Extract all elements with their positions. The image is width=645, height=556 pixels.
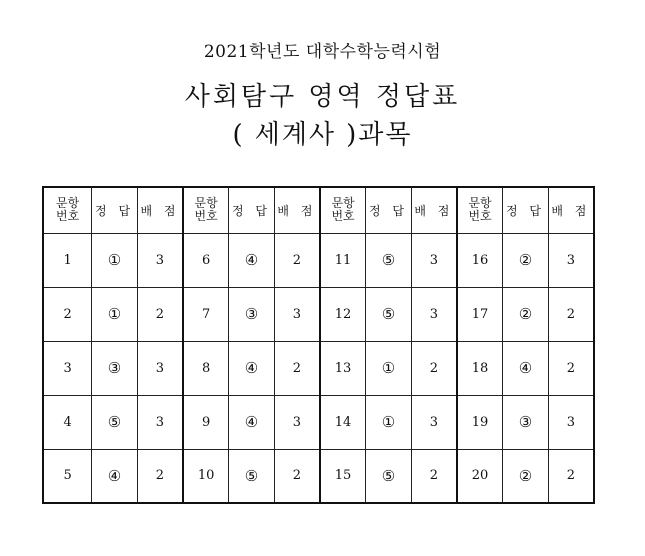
question-number: 20 <box>457 449 503 503</box>
answer-value: ⑤ <box>229 449 275 503</box>
question-number: 15 <box>320 449 366 503</box>
points-value: 2 <box>548 449 594 503</box>
answer-value: ③ <box>92 341 138 395</box>
answer-value: ④ <box>92 449 138 503</box>
question-number: 19 <box>457 395 503 449</box>
points-value: 3 <box>411 233 457 287</box>
points-value: 2 <box>411 449 457 503</box>
subject-open-paren: ( <box>232 120 245 150</box>
number-header: 문항 번호 <box>183 187 229 233</box>
question-number: 16 <box>457 233 503 287</box>
answer-value: ④ <box>229 233 275 287</box>
question-number: 6 <box>183 233 229 287</box>
points-header: 배 점 <box>137 187 183 233</box>
points-header: 배 점 <box>411 187 457 233</box>
question-number: 2 <box>43 287 92 341</box>
answer-header: 정 답 <box>503 187 549 233</box>
points-value: 3 <box>411 395 457 449</box>
answer-value: ① <box>366 341 412 395</box>
points-value: 2 <box>137 449 183 503</box>
points-value: 3 <box>137 395 183 449</box>
points-value: 3 <box>548 233 594 287</box>
answer-value: ⑤ <box>92 395 138 449</box>
subject-name: 세계사 <box>254 120 337 150</box>
table-row <box>43 233 594 287</box>
points-header: 배 점 <box>274 187 320 233</box>
question-number: 18 <box>457 341 503 395</box>
question-number: 3 <box>43 341 92 395</box>
points-value: 3 <box>411 287 457 341</box>
answer-value: ⑤ <box>366 233 412 287</box>
points-value: 3 <box>274 287 320 341</box>
table-row <box>43 395 594 449</box>
question-number: 4 <box>43 395 92 449</box>
answer-value: ③ <box>229 287 275 341</box>
question-number: 10 <box>183 449 229 503</box>
table-row <box>43 341 594 395</box>
points-value: 2 <box>274 449 320 503</box>
points-value: 3 <box>137 233 183 287</box>
points-header: 배 점 <box>548 187 594 233</box>
answer-header: 정 답 <box>229 187 275 233</box>
points-value: 3 <box>274 395 320 449</box>
table-row <box>43 287 594 341</box>
answer-value: ② <box>503 449 549 503</box>
table-row <box>43 449 594 503</box>
points-value: 2 <box>411 341 457 395</box>
question-number: 11 <box>320 233 366 287</box>
answer-value: ⑤ <box>366 449 412 503</box>
answer-header: 정 답 <box>366 187 412 233</box>
points-value: 2 <box>137 287 183 341</box>
answer-value: ① <box>92 287 138 341</box>
answer-value: ④ <box>503 341 549 395</box>
question-number: 7 <box>183 287 229 341</box>
answer-table <box>42 186 595 504</box>
question-number: 1 <box>43 233 92 287</box>
answer-value: ④ <box>229 341 275 395</box>
question-number: 14 <box>320 395 366 449</box>
points-value: 2 <box>548 287 594 341</box>
points-value: 3 <box>137 341 183 395</box>
exam-title: 2021학년도 대학수학능력시험 <box>203 42 442 62</box>
question-number: 8 <box>183 341 229 395</box>
points-value: 2 <box>274 233 320 287</box>
points-value: 2 <box>548 341 594 395</box>
answer-value: ③ <box>503 395 549 449</box>
answer-value: ⑤ <box>366 287 412 341</box>
answer-table-body <box>43 233 594 503</box>
subject-title <box>0 114 645 151</box>
answer-value: ② <box>503 287 549 341</box>
question-number: 17 <box>457 287 503 341</box>
answer-value: ② <box>503 233 549 287</box>
number-header: 문항 번호 <box>320 187 366 233</box>
number-header: 문항 번호 <box>43 187 92 233</box>
answer-header: 정 답 <box>92 187 138 233</box>
number-header: 문항 번호 <box>457 187 503 233</box>
question-number: 13 <box>320 341 366 395</box>
section-title: 사회탐구 영역 정답표 <box>184 82 461 112</box>
question-number: 12 <box>320 287 366 341</box>
header-row <box>43 187 594 233</box>
points-value: 2 <box>274 341 320 395</box>
points-value: 3 <box>548 395 594 449</box>
question-number: 5 <box>43 449 92 503</box>
question-number: 9 <box>183 395 229 449</box>
subject-suffix: )과목 <box>346 120 413 150</box>
answer-value: ① <box>92 233 138 287</box>
answer-value: ④ <box>229 395 275 449</box>
answer-value: ① <box>366 395 412 449</box>
